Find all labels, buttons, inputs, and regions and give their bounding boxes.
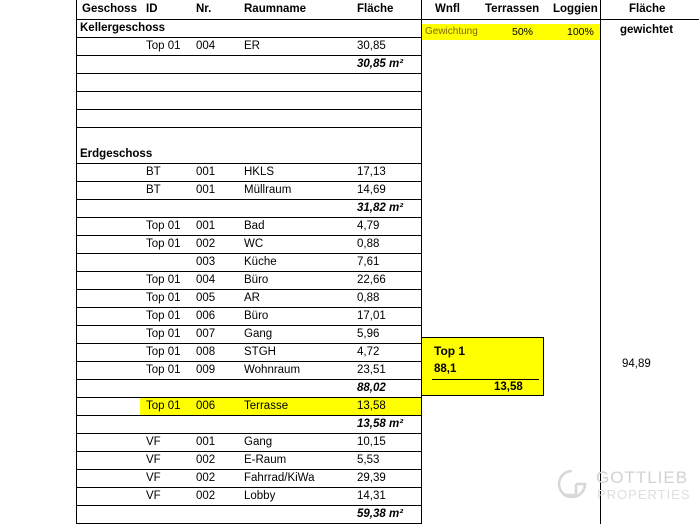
cell-flaeche: 5,53 <box>357 454 380 466</box>
logo-sub-text: PROPERTIES <box>597 487 691 502</box>
cell-flaeche: 4,72 <box>357 346 380 358</box>
cell-raumname: Terrasse <box>244 400 289 412</box>
cell-flaeche: 31,82 m² <box>357 202 404 214</box>
cell-flaeche: 13,58 <box>357 400 386 412</box>
cell-nr: 009 <box>196 364 216 376</box>
top1-divider <box>432 379 539 380</box>
cell-flaeche: 30,85 <box>357 40 386 52</box>
cell-flaeche: 88,02 <box>357 382 386 394</box>
table-row[interactable] <box>0 308 699 326</box>
cell-geschoss: Erdgeschoss <box>80 148 153 160</box>
cell-raumname: Lobby <box>244 490 276 502</box>
cell-flaeche: 14,69 <box>357 184 386 196</box>
cell-flaeche: 17,13 <box>357 166 386 178</box>
cell-raumname: AR <box>244 292 260 304</box>
cell-flaeche: 29,39 <box>357 472 386 484</box>
cell-raumname: Gang <box>244 436 273 448</box>
cell-nr: 006 <box>196 400 216 412</box>
cell-nr: 002 <box>196 472 216 484</box>
cell-flaeche: 17,01 <box>357 310 386 322</box>
column-header-terrassen: Terrassen <box>485 3 540 15</box>
cell-id: VF <box>146 472 161 484</box>
cell-id: Top 01 <box>146 400 181 412</box>
column-header-flaeche-weighted: Fläche <box>629 3 666 15</box>
table-row[interactable] <box>0 290 699 308</box>
cell-flaeche: 5,96 <box>357 328 380 340</box>
table-row[interactable] <box>0 380 699 398</box>
cell-nr: 002 <box>196 238 216 250</box>
cell-raumname: STGH <box>244 346 276 358</box>
cell-flaeche: 0,88 <box>357 238 380 250</box>
cell-raumname: ER <box>244 40 260 52</box>
table-row[interactable] <box>0 398 699 416</box>
column-header-raumname: Raumname <box>244 3 306 15</box>
top1-wnfl-value: 88,1 <box>434 363 457 375</box>
table-row[interactable] <box>0 200 699 218</box>
cell-flaeche: 10,15 <box>357 436 386 448</box>
cell-id: VF <box>146 436 161 448</box>
cell-id: Top 01 <box>146 346 181 358</box>
cell-nr: 005 <box>196 292 216 304</box>
table-row[interactable] <box>0 164 699 182</box>
top1-summary-box <box>421 337 544 396</box>
table-row[interactable] <box>0 434 699 452</box>
table-row[interactable] <box>0 92 699 110</box>
cell-geschoss: Kellergeschoss <box>80 22 166 34</box>
cell-raumname: Wohnraum <box>244 364 301 376</box>
cell-flaeche: 59,38 m² <box>357 508 404 520</box>
weighted-column-label: gewichtet <box>620 24 674 36</box>
top1-terrasse-value: 13,58 <box>494 381 523 393</box>
column-header-nr: Nr. <box>196 3 212 15</box>
cell-raumname: E-Raum <box>244 454 287 466</box>
column-header-id: ID <box>146 3 158 15</box>
table-row[interactable] <box>0 272 699 290</box>
table-row[interactable] <box>0 56 699 74</box>
table-row[interactable] <box>0 110 699 128</box>
column-header-wnfl: Wnfl <box>435 3 460 15</box>
table-row[interactable] <box>0 74 699 92</box>
column-header-geschoss: Geschoss <box>82 3 137 15</box>
table-row[interactable] <box>0 236 699 254</box>
cell-flaeche: 30,85 m² <box>357 58 404 70</box>
table-header-row <box>0 0 699 20</box>
cell-raumname: WC <box>244 238 264 250</box>
cell-nr: 002 <box>196 454 216 466</box>
cell-id: Top 01 <box>146 364 181 376</box>
table-row[interactable] <box>0 146 699 164</box>
cell-id: Top 01 <box>146 328 181 340</box>
cell-id: Top 01 <box>146 238 181 250</box>
cell-id: Top 01 <box>146 274 181 286</box>
table-row[interactable] <box>0 38 699 56</box>
table-body <box>0 20 699 524</box>
top1-title: Top 1 <box>434 344 466 358</box>
cell-flaeche: 4,79 <box>357 220 380 232</box>
cell-nr: 001 <box>196 436 216 448</box>
cell-flaeche: 13,58 m² <box>357 418 404 430</box>
table-row[interactable] <box>0 506 699 524</box>
cell-id: VF <box>146 454 161 466</box>
cell-id: Top 01 <box>146 220 181 232</box>
cell-nr: 004 <box>196 40 216 52</box>
cell-id: VF <box>146 490 161 502</box>
cell-raumname: Gang <box>244 328 273 340</box>
table-row[interactable] <box>0 254 699 272</box>
cell-flaeche: 0,88 <box>357 292 380 304</box>
cell-nr: 007 <box>196 328 216 340</box>
table-row[interactable] <box>0 344 699 362</box>
cell-raumname: Küche <box>244 256 277 268</box>
cell-flaeche: 22,66 <box>357 274 386 286</box>
weighting-terrassen-pct: 50% <box>512 26 534 38</box>
cell-nr: 006 <box>196 310 216 322</box>
cell-nr: 004 <box>196 274 216 286</box>
table-row[interactable] <box>0 128 699 146</box>
gottlieb-monogram-icon <box>556 468 590 502</box>
cell-id: BT <box>146 166 161 178</box>
cell-id: Top 01 <box>146 40 181 52</box>
cell-raumname: HKLS <box>244 166 275 178</box>
cell-flaeche: 14,31 <box>357 490 386 502</box>
table-row[interactable] <box>0 326 699 344</box>
logo-brand-text: GOTTLIEB <box>596 468 689 487</box>
cell-nr: 001 <box>196 220 216 232</box>
weighting-loggien-pct: 100% <box>567 26 594 38</box>
cell-raumname: Fahrrad/KiWa <box>244 472 315 484</box>
cell-id: Top 01 <box>146 292 181 304</box>
cell-flaeche: 7,61 <box>357 256 380 268</box>
cell-nr: 002 <box>196 490 216 502</box>
table-row[interactable] <box>0 20 699 38</box>
cell-nr: 008 <box>196 346 216 358</box>
table-row[interactable] <box>0 182 699 200</box>
column-header-loggien: Loggien <box>553 3 598 15</box>
cell-raumname: Büro <box>244 310 269 322</box>
cell-nr: 001 <box>196 184 216 196</box>
grand-total-weighted-area: 94,89 <box>622 358 651 370</box>
company-logo <box>556 466 691 508</box>
table-row[interactable] <box>0 416 699 434</box>
cell-flaeche: 23,51 <box>357 364 386 376</box>
cell-raumname: Bad <box>244 220 265 232</box>
cell-id: Top 01 <box>146 310 181 322</box>
cell-raumname: Büro <box>244 274 269 286</box>
column-header-flaeche: Fläche <box>357 3 394 15</box>
table-row[interactable] <box>0 218 699 236</box>
cell-nr: 001 <box>196 166 216 178</box>
table-row[interactable] <box>0 362 699 380</box>
weighting-label: Gewichtung <box>425 26 478 37</box>
cell-id: BT <box>146 184 161 196</box>
cell-nr: 003 <box>196 256 216 268</box>
cell-raumname: Müllraum <box>244 184 292 196</box>
